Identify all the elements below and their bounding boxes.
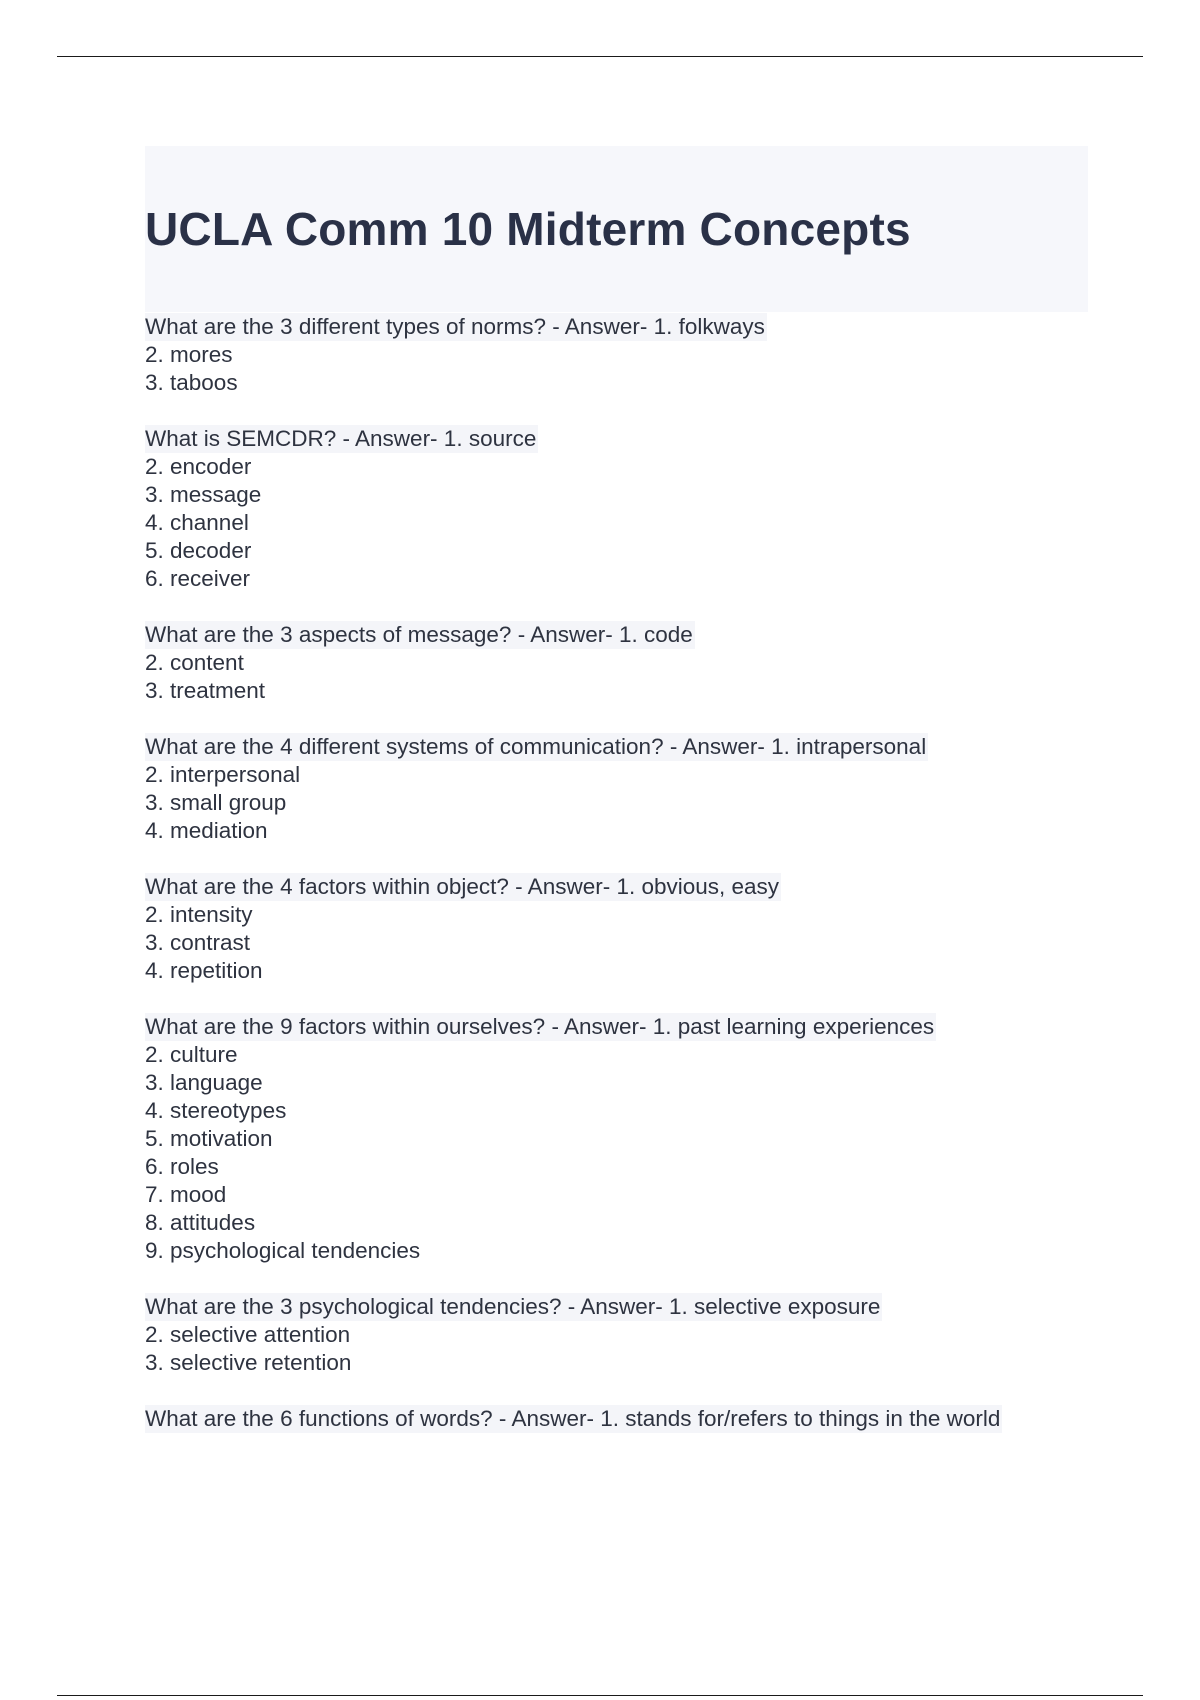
answer-line: 2. intensity xyxy=(145,902,253,927)
answer-line: 2. mores xyxy=(145,342,233,367)
answer-line: 4. repetition xyxy=(145,958,263,983)
qa-item xyxy=(145,621,1105,705)
answer-line: 3. selective retention xyxy=(145,1350,352,1375)
answer-line: 2. culture xyxy=(145,1042,238,1067)
answer-line: 2. content xyxy=(145,650,244,675)
qa-item xyxy=(145,733,1105,845)
answer-line: 3. taboos xyxy=(145,370,238,395)
qa-item xyxy=(145,313,1105,397)
answer-line: 4. channel xyxy=(145,510,249,535)
question-line: What is SEMCDR? - Answer- 1. source xyxy=(145,426,537,451)
qa-item xyxy=(145,873,1105,985)
question-line: What are the 3 different types of norms? - Answer- 1. folkways xyxy=(145,314,765,339)
question-line: What are the 3 psychological tendencies? - Answer- 1. selective exposure xyxy=(145,1294,881,1319)
page-title: UCLA Comm 10 Midterm Concepts xyxy=(145,203,911,255)
answer-line: 2. interpersonal xyxy=(145,762,301,787)
answer-line: 2. selective attention xyxy=(145,1322,351,1347)
answer-line: 5. motivation xyxy=(145,1126,273,1151)
header-rule xyxy=(57,56,1143,57)
qa-item xyxy=(145,1405,1105,1433)
answer-line: 3. treatment xyxy=(145,678,266,703)
answer-line: 3. contrast xyxy=(145,930,251,955)
answer-line: 4. mediation xyxy=(145,818,268,843)
answer-line: 3. language xyxy=(145,1070,263,1095)
answer-line: 2. encoder xyxy=(145,454,252,479)
question-line: What are the 4 different systems of communication? - Answer- 1. intrapersonal xyxy=(145,734,927,759)
question-line: What are the 4 factors within object? - Answer- 1. obvious, easy xyxy=(145,874,780,899)
question-line: What are the 3 aspects of message? - Answer- 1. code xyxy=(145,622,693,647)
answer-line: 9. psychological tendencies xyxy=(145,1238,421,1263)
answer-line: 6. roles xyxy=(145,1154,219,1179)
answer-line: 6. receiver xyxy=(145,566,251,591)
qa-item xyxy=(145,425,1105,593)
qa-item xyxy=(145,1293,1105,1377)
qa-item xyxy=(145,1013,1105,1265)
question-line: What are the 6 functions of words? - Answer- 1. stands for/refers to things in the world xyxy=(145,1406,1001,1431)
flashcard-list xyxy=(145,313,1105,1461)
answer-line: 8. attitudes xyxy=(145,1210,256,1235)
footer-rule xyxy=(57,1695,1143,1696)
answer-line: 5. decoder xyxy=(145,538,252,563)
title-banner xyxy=(145,146,1088,312)
answer-line: 3. small group xyxy=(145,790,287,815)
question-line: What are the 9 factors within ourselves? - Answer- 1. past learning experiences xyxy=(145,1014,935,1039)
answer-line: 3. message xyxy=(145,482,262,507)
answer-line: 7. mood xyxy=(145,1182,227,1207)
answer-line: 4. stereotypes xyxy=(145,1098,287,1123)
